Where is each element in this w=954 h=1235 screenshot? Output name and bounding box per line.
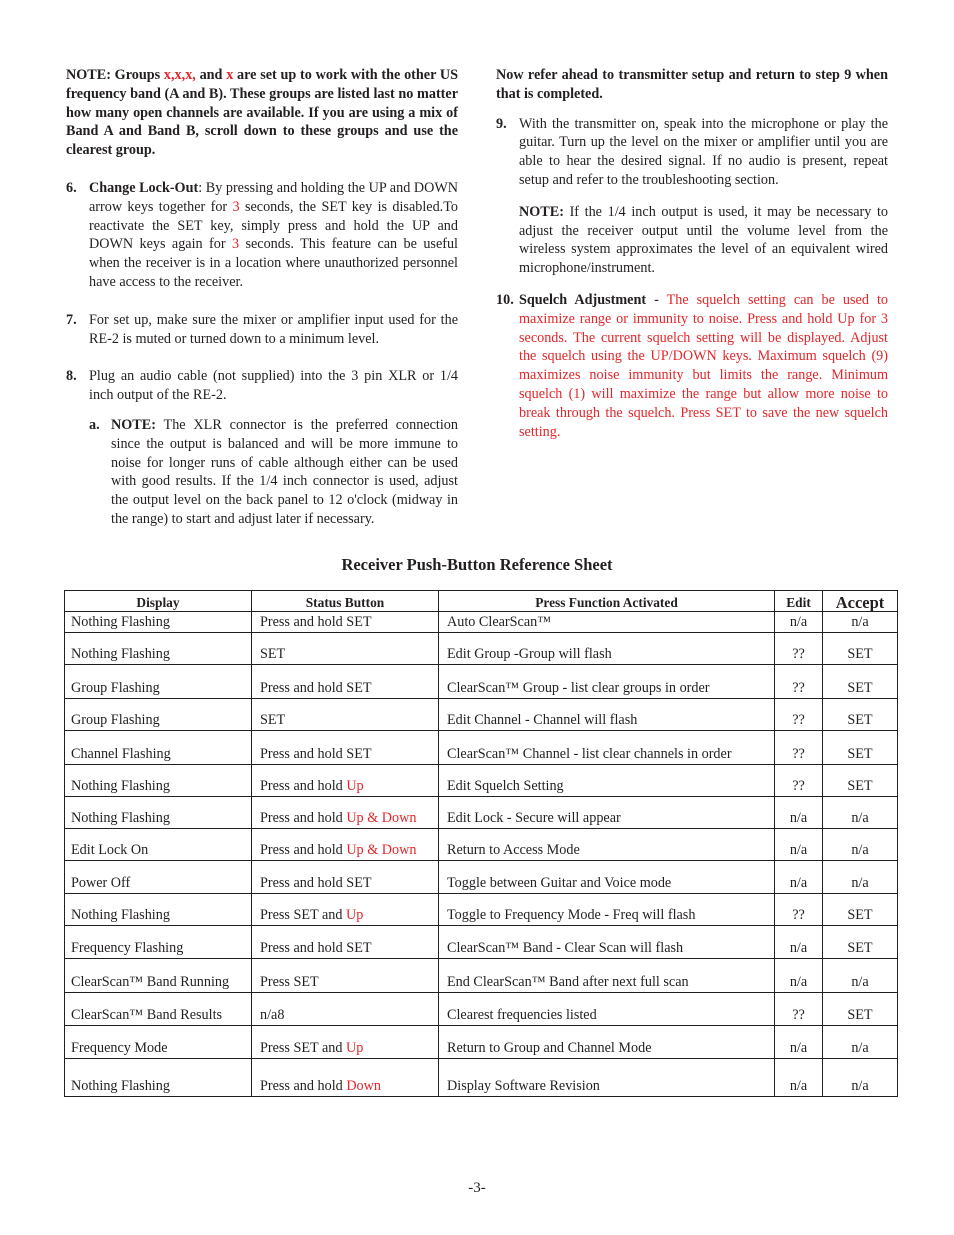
step-6-part1: : By pressing and holding the UP and DOWN arrow keys together for (89, 179, 458, 215)
groups-note-prefix: NOTE: Groups (66, 67, 164, 83)
step-6-number: 6. (66, 179, 77, 196)
cell-display: Power Off (65, 861, 252, 894)
cell-status-button (252, 1059, 439, 1097)
cell-accept: SET (823, 765, 898, 797)
cell-status-button (252, 829, 439, 861)
table-row (65, 993, 898, 1026)
status-button-key: Up (346, 907, 364, 923)
cell-accept: n/a (823, 861, 898, 894)
step-8 (66, 367, 458, 405)
reference-table (64, 590, 898, 1097)
cell-accept: n/a (823, 829, 898, 861)
table-row (65, 926, 898, 959)
cell-accept: SET (823, 993, 898, 1026)
cell-status-button (252, 1026, 439, 1059)
reference-sheet-title: Receiver Push-Button Reference Sheet (341, 555, 613, 574)
cell-display: Nothing Flashing (65, 894, 252, 926)
cell-status-button (252, 797, 439, 829)
cell-press-function: Edit Channel - Channel will flash (439, 699, 775, 731)
groups-note (66, 66, 458, 160)
cell-display: ClearScan™ Band Running (65, 959, 252, 993)
step-9-number: 9. (496, 115, 507, 132)
step-6-text (89, 179, 458, 292)
status-button-text: Press and hold SET (260, 680, 372, 696)
cell-press-function: ClearScan™ Group - list clear groups in order (439, 665, 775, 699)
reference-table-header (65, 591, 898, 612)
cell-edit: n/a (775, 612, 823, 633)
step-8a-number: a. (89, 416, 100, 433)
right-column (496, 66, 888, 441)
step-6 (66, 179, 458, 292)
cell-edit: n/a (775, 797, 823, 829)
status-button-key: Up & Down (346, 810, 417, 826)
step-8-text: Plug an audio cable (not supplied) into the 3 pin XLR or 1/4 inch output of the RE-2. (89, 368, 458, 404)
status-button-text: Press SET and (260, 907, 347, 923)
cell-status-button (252, 731, 439, 765)
cell-accept: n/a (823, 797, 898, 829)
status-button-text: Press and hold (260, 1078, 347, 1094)
cell-display: Group Flashing (65, 699, 252, 731)
status-button-text: SET (260, 712, 286, 728)
step-6-seconds-2: 3 (231, 236, 240, 253)
step-10-title: Squelch Adjustment (519, 291, 647, 308)
table-row (65, 731, 898, 765)
cell-accept: SET (823, 926, 898, 959)
cell-edit: ?? (775, 993, 823, 1026)
cell-status-button (252, 633, 439, 665)
cell-press-function: Auto ClearScan™ (439, 612, 775, 633)
cell-press-function: Display Software Revision (439, 1059, 775, 1097)
cell-display: Nothing Flashing (65, 765, 252, 797)
step-9 (496, 115, 888, 190)
cell-display: Frequency Flashing (65, 926, 252, 959)
cell-display: Nothing Flashing (65, 797, 252, 829)
cell-status-button (252, 959, 439, 993)
table-row (65, 829, 898, 861)
status-button-text: Press and hold SET (260, 875, 372, 891)
cell-edit: ?? (775, 894, 823, 926)
cell-edit: n/a (775, 1059, 823, 1097)
cell-press-function: Edit Group -Group will flash (439, 633, 775, 665)
table-row (65, 765, 898, 797)
cell-status-button (252, 993, 439, 1026)
cell-press-function: Toggle to Frequency Mode - Freq will flash (439, 894, 775, 926)
cell-accept: SET (823, 894, 898, 926)
left-column (66, 66, 458, 529)
cell-accept: SET (823, 665, 898, 699)
step-7 (66, 311, 458, 349)
status-button-text: Press and hold SET (260, 746, 372, 762)
step-6-title: Change Lock-Out (89, 179, 199, 196)
table-row (65, 1026, 898, 1059)
step-10-number: 10. (496, 291, 514, 308)
cell-accept: SET (823, 731, 898, 765)
cell-display: Group Flashing (65, 665, 252, 699)
cell-accept: n/a (823, 1059, 898, 1097)
step-10-dash: - (646, 291, 667, 308)
cell-accept: n/a (823, 1026, 898, 1059)
step-10-body: The squelch setting can be used to maximize range or immunity to noise. Press and hold Up for 3 seconds. The current squelch setting will be displayed. Adjust the squelch using the UP/DOWN keys. Maximum squelch (9) maximizes noise immunity but limits the range. Minimum squelch (1) will maximize the range but allow more noise to break through the squelch. Press SET to save the new squelch setting. (519, 291, 888, 440)
status-button-key: Down (346, 1078, 381, 1094)
groups-note-groups: x,x,x, (163, 67, 196, 83)
status-button-text: Press and hold (260, 778, 347, 794)
header-accept: Accept (823, 591, 898, 612)
cell-display: Frequency Mode (65, 1026, 252, 1059)
step-8a-text (111, 416, 458, 529)
refer-ahead-note: Now refer ahead to transmitter setup and return to step 9 when that is completed. (496, 67, 888, 102)
step-9-note (519, 203, 888, 278)
step-7-text: For set up, make sure the mixer or amplifier input used for the RE-2 is muted or turned down to a minimum level. (89, 311, 458, 347)
cell-status-button (252, 665, 439, 699)
cell-edit: ?? (775, 765, 823, 797)
cell-press-function: ClearScan™ Band - Clear Scan will flash (439, 926, 775, 959)
cell-accept: n/a (823, 959, 898, 993)
table-row (65, 1059, 898, 1097)
step-8a-label: NOTE: (111, 416, 156, 433)
cell-press-function: ClearScan™ Channel - list clear channels in order (439, 731, 775, 765)
status-button-text: Press SET and (260, 1040, 347, 1056)
cell-display: ClearScan™ Band Results (65, 993, 252, 1026)
cell-status-button (252, 926, 439, 959)
cell-display: Channel Flashing (65, 731, 252, 765)
cell-press-function: Return to Access Mode (439, 829, 775, 861)
groups-note-and: and (195, 67, 227, 83)
cell-display: Nothing Flashing (65, 612, 252, 633)
header-display: Display (65, 591, 252, 612)
cell-status-button (252, 765, 439, 797)
table-row (65, 699, 898, 731)
cell-edit: n/a (775, 1026, 823, 1059)
cell-status-button (252, 699, 439, 731)
step-8a-body: The XLR connector is the preferred connection since the output is balanced and will be more immune to noise for longer runs of cable although either can be used with good results. If the 1/4 inch connector is used, adjust the output level on the back panel to 12 o'clock (midway in the range) to start and adjust later if necessary. (111, 416, 458, 527)
cell-press-function: Edit Lock - Secure will appear (439, 797, 775, 829)
cell-status-button (252, 861, 439, 894)
table-row (65, 959, 898, 993)
cell-accept: SET (823, 699, 898, 731)
cell-edit: ?? (775, 699, 823, 731)
cell-status-button (252, 612, 439, 633)
header-press-function: Press Function Activated (439, 591, 775, 612)
table-row (65, 894, 898, 926)
status-button-key: Up (346, 1040, 364, 1056)
status-button-text: Press SET (260, 974, 319, 990)
cell-edit: ?? (775, 665, 823, 699)
table-row (65, 612, 898, 633)
step-6-part3: seconds. This feature can be useful when the receiver is in a location where unauthorized personnel have access to the receiver. (89, 236, 458, 290)
reference-table-body (65, 612, 898, 1097)
cell-edit: n/a (775, 829, 823, 861)
cell-press-function: Clearest frequencies listed (439, 993, 775, 1026)
step-6-part2: seconds, the SET key is disabled.To reactivate the SET key, simply press and hold the UP and DOWN keys again for (89, 198, 458, 253)
step-9-text: With the transmitter on, speak into the microphone or play the guitar. Turn up the level on the mixer or amplifier until you are able to hear the desired signal. If no audio is present, repeat setup and refer to the troubleshooting section. (519, 115, 888, 188)
table-row (65, 861, 898, 894)
cell-edit: ?? (775, 731, 823, 765)
cell-edit: n/a (775, 959, 823, 993)
cell-edit: n/a (775, 861, 823, 894)
table-row (65, 633, 898, 665)
step-9-note-label: NOTE: (519, 203, 564, 220)
cell-press-function: Return to Group and Channel Mode (439, 1026, 775, 1059)
cell-press-function: Edit Squelch Setting (439, 765, 775, 797)
cell-display: Nothing Flashing (65, 633, 252, 665)
step-9-note-text: If the 1/4 inch output is used, it may be necessary to adjust the receiver output until the volume level from the wireless system approximates the level of an equivalent wired microphone/instrument. (519, 203, 888, 277)
status-button-text: Press and hold SET (260, 614, 372, 630)
step-7-number: 7. (66, 311, 77, 328)
status-button-text: Press and hold (260, 842, 347, 858)
step-6-seconds-1: 3 (232, 198, 240, 215)
page-number: -3- (468, 1180, 486, 1196)
status-button-key: Up (346, 778, 364, 794)
groups-note-group2: x (226, 67, 234, 83)
step-8a (89, 416, 458, 529)
cell-edit: n/a (775, 926, 823, 959)
cell-display: Nothing Flashing (65, 1059, 252, 1097)
table-row (65, 665, 898, 699)
cell-accept: SET (823, 633, 898, 665)
cell-press-function: Toggle between Guitar and Voice mode (439, 861, 775, 894)
cell-press-function: End ClearScan™ Band after next full scan (439, 959, 775, 993)
step-10 (496, 291, 888, 441)
status-button-text: SET (260, 646, 286, 662)
status-button-text: Press and hold SET (260, 940, 372, 956)
table-row (65, 797, 898, 829)
step-10-text (519, 291, 888, 441)
cell-display: Edit Lock On (65, 829, 252, 861)
status-button-text: Press and hold (260, 810, 347, 826)
cell-accept: n/a (823, 612, 898, 633)
groups-note-text: are set up to work with the other US frequency band (A and B). These groups are listed last no matter how many open channels are available. If you are using a mix of Band A and Band B, scroll down to these groups and use the clearest group. (66, 67, 459, 159)
step-8-number: 8. (66, 368, 77, 385)
cell-edit: ?? (775, 633, 823, 665)
header-edit: Edit (775, 591, 823, 612)
status-button-text: n/a8 (260, 1007, 285, 1023)
header-status-button: Status Button (252, 591, 439, 612)
status-button-key: Up & Down (346, 842, 417, 858)
cell-status-button (252, 894, 439, 926)
